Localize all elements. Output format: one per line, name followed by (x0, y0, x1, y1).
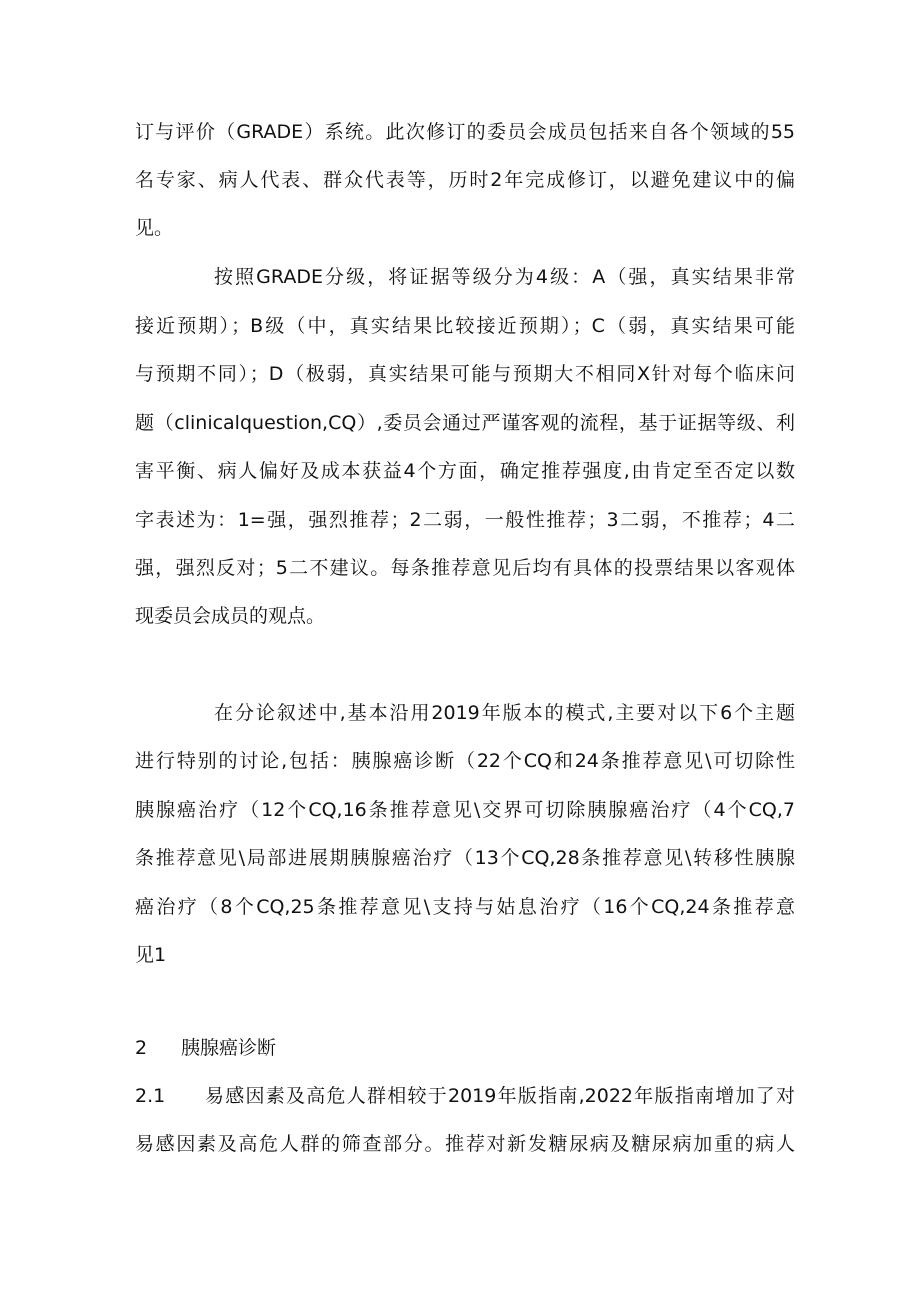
paragraph2-line-3: 与预期不同）；D（极弱，真实结果可能与预期大不相同X针对每个临床问 (135, 363, 795, 385)
section-2-number: 2 (135, 1037, 148, 1059)
paragraph2-line-4: 题（clinicalquestion,CQ）,委员会通过严谨客观的流程，基于证据等级、利 (135, 412, 795, 434)
paragraph3-line-2: 进行特别的讨论,包括：胰腺癌诊断（22个CQ和24条推荐意见\可切除性 (135, 750, 795, 772)
section-2-1-line-2: 易感因素及高危人群的筛查部分。推荐对新发糖尿病及糖尿病加重的病人 (135, 1133, 795, 1155)
paragraph1-line-2: 名专家、病人代表、群众代表等，历时2年完成修订，以避免建议中的偏 (135, 169, 795, 191)
paragraph2-line-5: 害平衡、病人偏好及成本获益4个方面，确定推荐强度,由肯定至否定以数 (135, 460, 795, 482)
paragraph2-line-6: 字表述为：1=强，强烈推荐；2二弱，一般性推荐；3二弱，不推荐；4二 (135, 509, 795, 531)
paragraph1-line-1: 订与评价（GRADE）系统。此次修订的委员会成员包括来自各个领域的55 (135, 121, 795, 143)
section-2-1-number: 2.1 (135, 1085, 166, 1107)
paragraph3-line-3: 胰腺癌治疗（12个CQ,16条推荐意见\交界可切除胰腺癌治疗（4个CQ,7 (135, 799, 795, 821)
paragraph2-line-8: 现委员会成员的观点。 (135, 605, 326, 627)
paragraph3-line-4: 条推荐意见\局部进展期胰腺癌治疗（13个CQ,28条推荐意见\转移性胰腺 (135, 847, 795, 869)
section-2-1-line-1: 易感因素及高危人群相较于2019年版指南,2022年版指南增加了对 (205, 1085, 795, 1107)
paragraph2-line-1: 按照GRADE分级，将证据等级分为4级：A（强，真实结果非常 (214, 266, 795, 288)
paragraph2-line-7: 强，强烈反对；5二不建议。每条推荐意见后均有具体的投票结果以客观体 (135, 557, 795, 579)
section-2-title: 胰腺癌诊断 (181, 1037, 277, 1059)
paragraph3-line-1: 在分论叙述中,基本沿用2019年版本的模式,主要对以下6个主题 (214, 702, 795, 724)
paragraph2-line-2: 接近预期）；B级（中，真实结果比较接近预期）；C（弱，真实结果可能 (135, 315, 795, 337)
paragraph3-line-5: 癌治疗（8个CQ,25条推荐意见\支持与姑息治疗（16个CQ,24条推荐意 (135, 896, 795, 918)
paragraph3-line-6: 见1 (135, 944, 167, 966)
paragraph1-line-3: 见。 (135, 217, 174, 239)
